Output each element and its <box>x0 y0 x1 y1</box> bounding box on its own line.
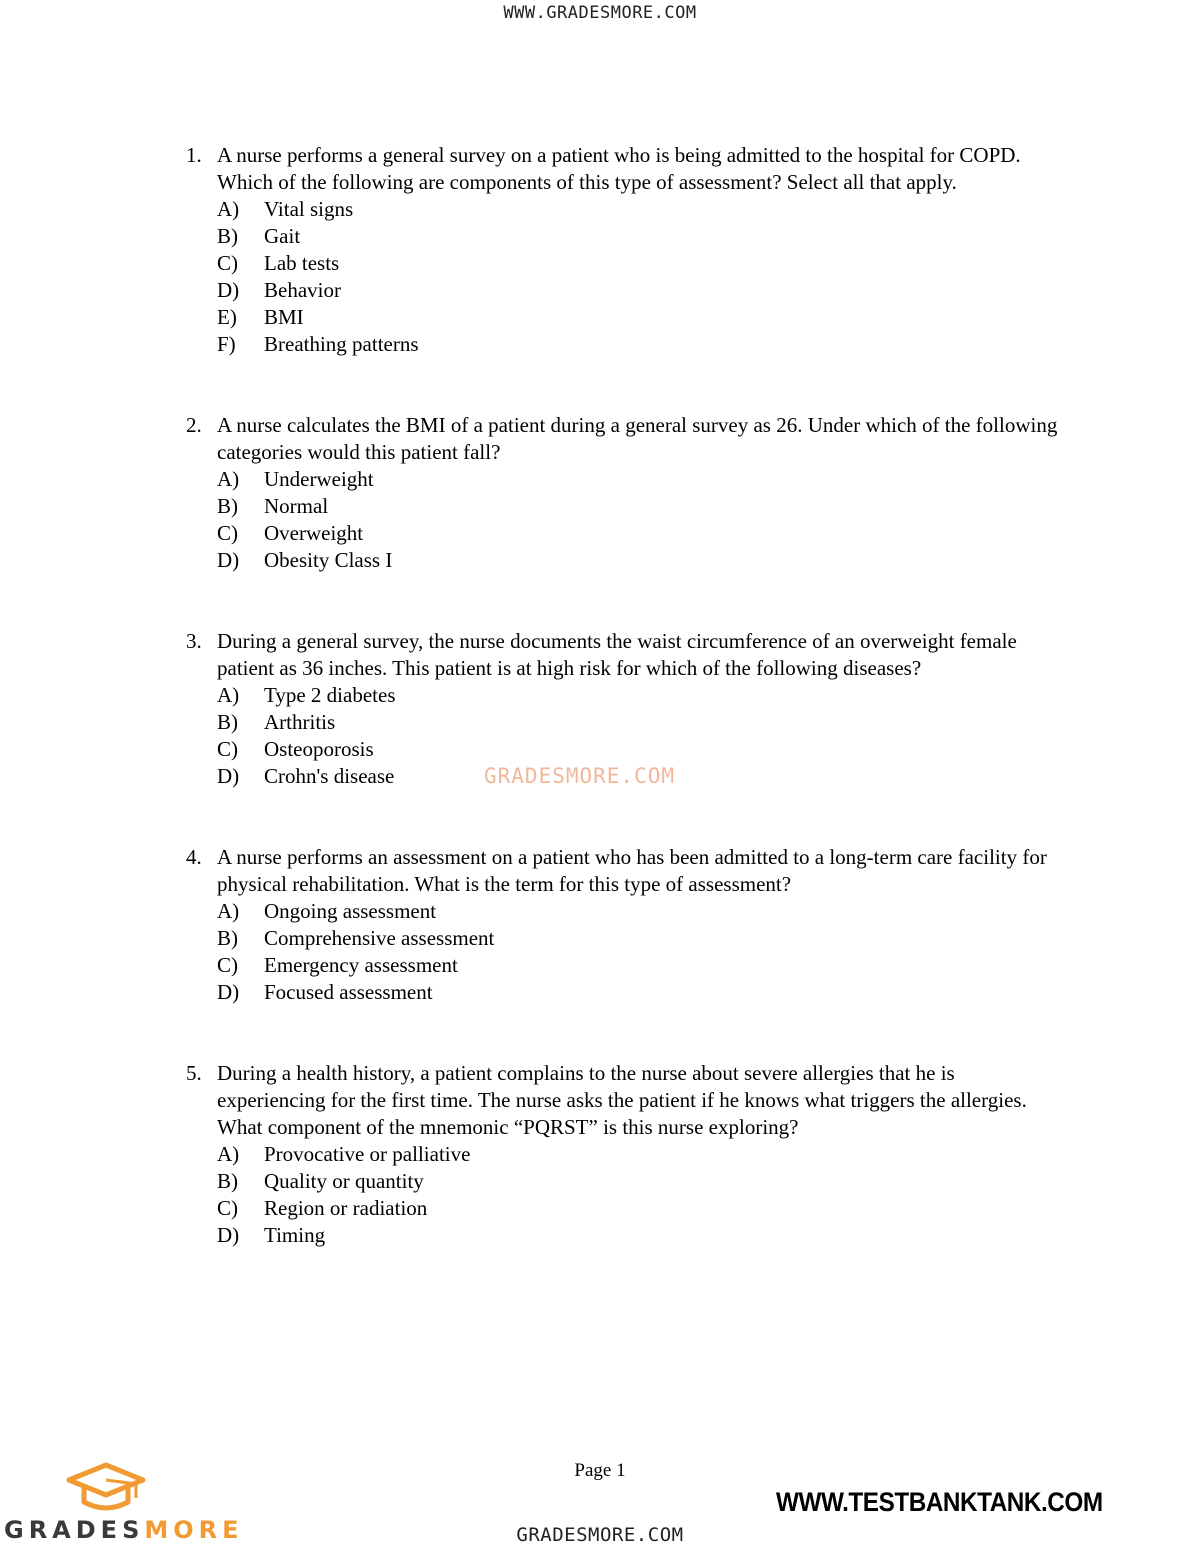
answer-option <box>217 304 1066 331</box>
logo-word-grades: GRADES <box>4 1516 145 1544</box>
option-letter: C) <box>217 737 238 761</box>
option-text: Region or radiation <box>264 1196 428 1220</box>
question-5 <box>186 1060 1066 1249</box>
option-text: Underweight <box>264 467 374 491</box>
answer-option <box>217 736 1066 763</box>
option-text: Type 2 diabetes <box>264 683 396 707</box>
option-letter: F) <box>217 332 236 356</box>
answer-options <box>186 1141 1066 1249</box>
graduation-cap-icon <box>66 1462 146 1516</box>
option-letter: D) <box>217 980 240 1004</box>
answer-option <box>217 331 1066 358</box>
option-text: Crohn's disease <box>264 764 395 788</box>
question-stem <box>186 1060 1066 1141</box>
answer-options <box>186 898 1066 1006</box>
question-text: A nurse performs a general survey on a patient who is being admitted to the hospital for COPD. Which of the following are components of this type of assessment? Select all that apply. <box>217 143 1021 194</box>
answer-option <box>217 952 1066 979</box>
option-letter: B) <box>217 1169 238 1193</box>
answer-option <box>217 1168 1066 1195</box>
option-text: Comprehensive assessment <box>264 926 495 950</box>
option-letter: C) <box>217 251 238 275</box>
option-text: Vital signs <box>264 197 354 221</box>
question-2 <box>186 412 1066 574</box>
answer-option <box>217 277 1066 304</box>
question-number: 1. <box>186 143 202 167</box>
answer-options <box>186 196 1066 358</box>
answer-option <box>217 1195 1066 1222</box>
footer-url: GRADESMORE.COM <box>516 1524 684 1546</box>
question-number: 4. <box>186 845 202 869</box>
answer-option <box>217 196 1066 223</box>
option-text: Provocative or palliative <box>264 1142 471 1166</box>
option-letter: C) <box>217 953 238 977</box>
answer-option <box>217 979 1066 1006</box>
answer-option <box>217 493 1066 520</box>
answer-option <box>217 547 1066 574</box>
option-text: Arthritis <box>264 710 336 734</box>
watermark: GRADESMORE.COM <box>484 764 676 788</box>
testbank-url: WWW.TESTBANKTANK.COM <box>776 1487 1103 1517</box>
option-letter: B) <box>217 494 238 518</box>
question-text: During a health history, a patient complains to the nurse about severe allergies that he is experiencing for the first time. The nurse asks the patient if he knows what triggers the allergies. What component of the mnemonic “PQRST” is this nurse exploring? <box>217 1061 1027 1139</box>
option-letter: A) <box>217 467 240 491</box>
option-letter: C) <box>217 1196 238 1220</box>
answer-option <box>217 682 1066 709</box>
answer-option <box>217 466 1066 493</box>
option-text: Quality or quantity <box>264 1169 424 1193</box>
option-text: Ongoing assessment <box>264 899 437 923</box>
option-text: Normal <box>264 494 329 518</box>
option-letter: A) <box>217 899 240 923</box>
option-letter: A) <box>217 683 240 707</box>
option-letter: D) <box>217 548 240 572</box>
option-letter: A) <box>217 197 240 221</box>
option-text: Lab tests <box>264 251 340 275</box>
page-number: Page 1 <box>574 1460 626 1481</box>
option-letter: C) <box>217 521 238 545</box>
question-stem <box>186 412 1066 466</box>
option-letter: B) <box>217 710 238 734</box>
option-text: Overweight <box>264 521 364 545</box>
answer-option <box>217 898 1066 925</box>
answer-option <box>217 520 1066 547</box>
option-letter: D) <box>217 1223 240 1247</box>
option-text: BMI <box>264 305 304 329</box>
question-list <box>186 142 1066 1249</box>
answer-option <box>217 1141 1066 1168</box>
option-text: Focused assessment <box>264 980 433 1004</box>
question-stem <box>186 844 1066 898</box>
question-number: 2. <box>186 413 202 437</box>
answer-options <box>186 466 1066 574</box>
question-stem <box>186 628 1066 682</box>
option-letter: B) <box>217 926 238 950</box>
question-1 <box>186 142 1066 358</box>
option-letter: D) <box>217 278 240 302</box>
option-letter: D) <box>217 764 240 788</box>
option-text: Behavior <box>264 278 341 302</box>
answer-option <box>217 1222 1066 1249</box>
answer-option <box>217 925 1066 952</box>
option-text: Breathing patterns <box>264 332 419 356</box>
question-number: 3. <box>186 629 202 653</box>
option-text: Gait <box>264 224 301 248</box>
question-text: A nurse performs an assessment on a patient who has been admitted to a long-term care facility for physical rehabilitation. What is the term for this type of assessment? <box>217 845 1047 896</box>
question-number: 5. <box>186 1061 202 1085</box>
question-stem <box>186 142 1066 196</box>
question-4 <box>186 844 1066 1006</box>
option-text: Osteoporosis <box>264 737 374 761</box>
option-letter: A) <box>217 1142 240 1166</box>
option-text: Timing <box>264 1223 326 1247</box>
question-text: A nurse calculates the BMI of a patient during a general survey as 26. Under which of the following categories would this patient fall? <box>217 413 1058 464</box>
answer-option <box>217 223 1066 250</box>
header-url: WWW.GRADESMORE.COM <box>503 3 697 23</box>
option-letter: B) <box>217 224 238 248</box>
answer-option <box>217 709 1066 736</box>
option-text: Obesity Class I <box>264 548 393 572</box>
question-text: During a general survey, the nurse documents the waist circumference of an overweight female patient as 36 inches. This patient is at high risk for which of the following diseases? <box>217 629 1017 680</box>
option-letter: E) <box>217 305 237 329</box>
option-text: Emergency assessment <box>264 953 458 977</box>
logo-word-more: MORE <box>144 1516 244 1544</box>
answer-option <box>217 250 1066 277</box>
